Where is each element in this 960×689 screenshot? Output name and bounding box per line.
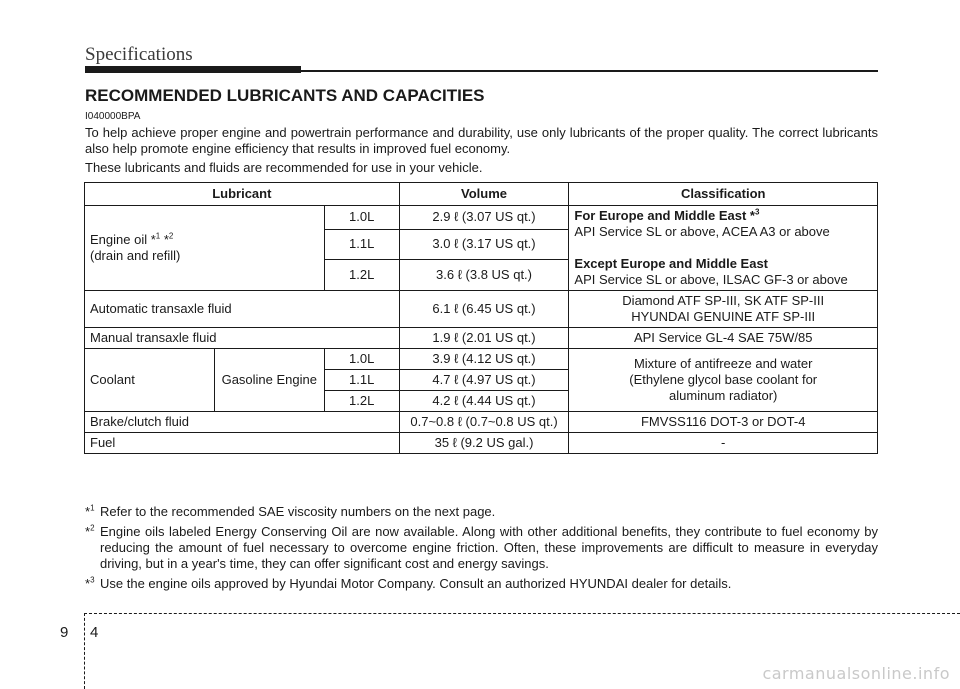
footnotes [85,504,878,596]
intro-paragraph-1: To help achieve proper engine and powertrain performance and durability, use only lubricants of the proper quality. The correct lubricants also help promote engine efficiency that results in improved fuel economy. [85,125,878,156]
table-row [85,349,878,370]
volume-cell: 6.1 ℓ (6.45 US qt.) [399,291,569,328]
engine-size: 1.1L [324,229,399,260]
volume-cell: 2.9 ℓ (3.07 US qt.) [399,206,569,230]
chapter-number: 9 [60,624,69,641]
engine-size: 1.2L [324,391,399,412]
intro-paragraph-2: These lubricants and fluids are recommended for use in your vehicle. [85,160,483,175]
footer-divider [84,613,960,614]
volume-cell: 4.2 ℓ (4.44 US qt.) [399,391,569,412]
header-rule-thick [85,66,301,73]
volume-cell: 4.7 ℓ (4.97 US qt.) [399,370,569,391]
volume-cell: 0.7~0.8 ℓ (0.7~0.8 US qt.) [399,412,569,433]
table-header-row [85,183,878,206]
footnote-3: *$^3$ Use the engine oils approved by Hyundai Motor Company. Consult an authorized HYUNDAI dealer for details. [85,575,732,591]
header-rule-thin [301,70,878,72]
footnote-2: *$^2$ Engine oils labeled Energy Conserving Oil are now available. Along with other additional benefits, they contribute to fuel economy by reducing the amount of fuel necessary to overcome engine friction. Often, these improvements are difficult to measure in everyday driving, but in a year's time, they can offer significant cost and energy savings. [85,523,878,571]
atf-label: Automatic transaxle fluid [85,291,400,328]
engine-size: 1.0L [324,206,399,230]
engine-oil-classification: For Europe and Middle East *$^3$ API Service SL or above, ACEA A3 or above Except Europe and Middle East API Service SL or above, ILSAC GF-3 or above [569,206,878,291]
coolant-label: Coolant [85,349,215,412]
engine-size: 1.2L [324,260,399,291]
footnote-1: *$^1$ Refer to the recommended SAE viscosity numbers on the next page. [85,503,496,519]
section-title: Specifications [85,44,193,65]
engine-oil-label: Engine oil *$^1$ *$^2$ (drain and refill) [85,206,325,291]
fuel-label: Fuel [85,433,400,454]
atf-classification: Diamond ATF SP-III, SK ATF SP-III HYUNDAI GENUINE ATF SP-III [569,291,878,328]
coolant-engine-type: Gasoline Engine [214,349,324,412]
intro-text [85,125,878,176]
volume-cell: 3.0 ℓ (3.17 US qt.) [399,229,569,260]
lubricants-table [84,182,878,454]
engine-size: 1.1L [324,370,399,391]
brake-classification: FMVSS116 DOT-3 or DOT-4 [569,412,878,433]
mtf-classification: API Service GL-4 SAE 75W/85 [569,328,878,349]
watermark: carmanualsonline.info [762,664,950,683]
volume-cell: 1.9 ℓ (2.01 US qt.) [399,328,569,349]
engine-size: 1.0L [324,349,399,370]
table-row [85,328,878,349]
fuel-classification: - [569,433,878,454]
volume-cell: 3.9 ℓ (4.12 US qt.) [399,349,569,370]
page-heading: RECOMMENDED LUBRICANTS AND CAPACITIES [85,86,485,105]
header-volume: Volume [399,183,569,206]
table-row [85,206,878,230]
page-number: 4 [90,624,99,641]
table-row [85,291,878,328]
table-row [85,412,878,433]
brake-label: Brake/clutch fluid [85,412,400,433]
table-row [85,433,878,454]
header-lubricant: Lubricant [85,183,400,206]
volume-cell: 35 ℓ (9.2 US gal.) [399,433,569,454]
volume-cell: 3.6 ℓ (3.8 US qt.) [399,260,569,291]
document-code: I040000BPA [85,111,141,122]
mtf-label: Manual transaxle fluid [85,328,400,349]
header-classification: Classification [569,183,878,206]
footer-vertical-divider [84,613,85,689]
coolant-classification: Mixture of antifreeze and water (Ethylene glycol base coolant for aluminum radiator) [569,349,878,412]
